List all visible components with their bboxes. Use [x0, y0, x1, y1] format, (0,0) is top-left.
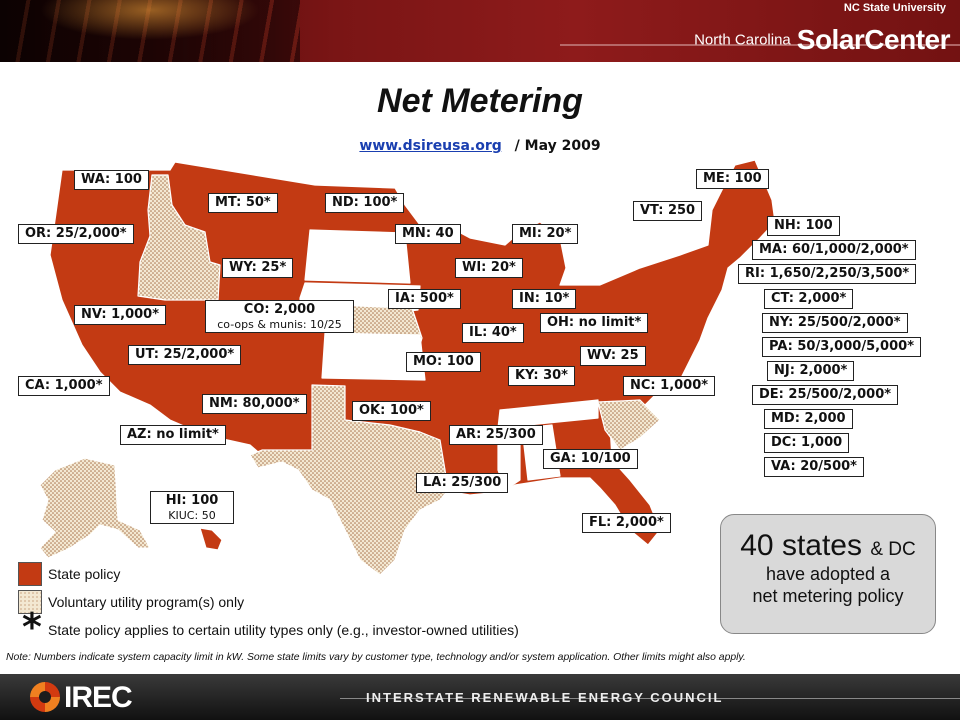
label-la: LA: 25/300 — [416, 473, 508, 493]
alaska-voluntary — [40, 458, 150, 558]
legend-asterisk-text: State policy applies to certain utility types only (e.g., investor-owned utilities) — [48, 622, 519, 638]
page-title: Net Metering — [377, 82, 583, 120]
irec-full-name: INTERSTATE RENEWABLE ENERGY COUNCIL — [366, 690, 724, 705]
label-ma: MA: 60/1,000/2,000* — [752, 240, 916, 260]
label-wv: WV: 25 — [580, 346, 646, 366]
label-ky: KY: 30* — [508, 366, 575, 386]
label-mo: MO: 100 — [406, 352, 481, 372]
label-oh: OH: no limit* — [540, 313, 648, 333]
label-wy: WY: 25* — [222, 258, 293, 278]
dsire-link[interactable]: www.dsireusa.org — [359, 138, 502, 154]
label-nh: NH: 100 — [767, 216, 840, 236]
label-fl: FL: 2,000* — [582, 513, 671, 533]
footer-banner — [0, 674, 960, 720]
irec-logo-icon — [30, 682, 60, 712]
summary-dc: & DC — [870, 539, 916, 560]
legend-asterisk: * — [22, 605, 42, 649]
label-co-sub: co-ops & munis: 10/25 — [217, 318, 342, 331]
label-wa: WA: 100 — [74, 170, 149, 190]
label-nj: NJ: 2,000* — [767, 361, 854, 381]
label-ar: AR: 25/300 — [449, 425, 543, 445]
center-prefix: North Carolina — [694, 31, 791, 49]
label-va: VA: 20/500* — [764, 457, 864, 477]
label-ga: GA: 10/100 — [543, 449, 638, 469]
summary-box — [720, 514, 936, 634]
label-dc: DC: 1,000 — [764, 433, 849, 453]
legend-voluntary: Voluntary utility program(s) only — [48, 594, 245, 610]
label-me: ME: 100 — [696, 169, 769, 189]
label-il: IL: 40* — [462, 323, 524, 343]
legend-swatch-state — [18, 562, 42, 586]
label-or: OR: 25/2,000* — [18, 224, 134, 244]
summary-line2: have adopted a — [765, 564, 891, 584]
label-mt: MT: 50* — [208, 193, 278, 213]
label-ca: CA: 1,000* — [18, 376, 110, 396]
label-mn: MN: 40 — [395, 224, 461, 244]
label-hi-sub: KIUC: 50 — [168, 509, 216, 522]
irec-logo-text: IREC — [64, 681, 132, 714]
label-md: MD: 2,000 — [764, 409, 853, 429]
label-ny: NY: 25/500/2,000* — [762, 313, 908, 333]
center-name: SolarCenter — [796, 24, 950, 55]
summary-line3: net metering policy — [752, 586, 904, 606]
label-ut: UT: 25/2,000* — [128, 345, 241, 365]
label-in: IN: 10* — [512, 289, 576, 309]
label-de: DE: 25/500/2,000* — [752, 385, 898, 405]
label-ia: IA: 500* — [388, 289, 461, 309]
label-nd: ND: 100* — [325, 193, 404, 213]
label-ok: OK: 100* — [352, 401, 431, 421]
label-vt: VT: 250 — [633, 201, 702, 221]
label-hi-main: HI: 100 — [165, 493, 219, 508]
label-mi: MI: 20* — [512, 224, 578, 244]
label-nc: NC: 1,000* — [623, 376, 715, 396]
label-co — [205, 300, 354, 333]
hawaii — [200, 528, 222, 550]
footnote: Note: Numbers indicate system capacity limit in kW. Some state limits vary by customer type, technology and/or system application. Other limits might also apply. — [6, 652, 746, 663]
legend-state-policy: State policy — [48, 566, 121, 582]
university-name: NC State University — [843, 2, 946, 14]
summary-headline — [721, 529, 935, 563]
label-ct: CT: 2,000* — [764, 289, 853, 309]
label-hi — [150, 491, 234, 524]
label-az: AZ: no limit* — [120, 425, 226, 445]
label-wi: WI: 20* — [455, 258, 523, 278]
summary-count: 40 states — [740, 529, 862, 562]
label-co-main: CO: 2,000 — [243, 302, 316, 317]
label-nm: NM: 80,000* — [202, 394, 307, 414]
label-nv: NV: 1,000* — [74, 305, 166, 325]
label-pa: PA: 50/3,000/5,000* — [762, 337, 921, 357]
source-date: / May 2009 — [514, 138, 601, 154]
label-ri: RI: 1,650/2,250/3,500* — [738, 264, 916, 284]
